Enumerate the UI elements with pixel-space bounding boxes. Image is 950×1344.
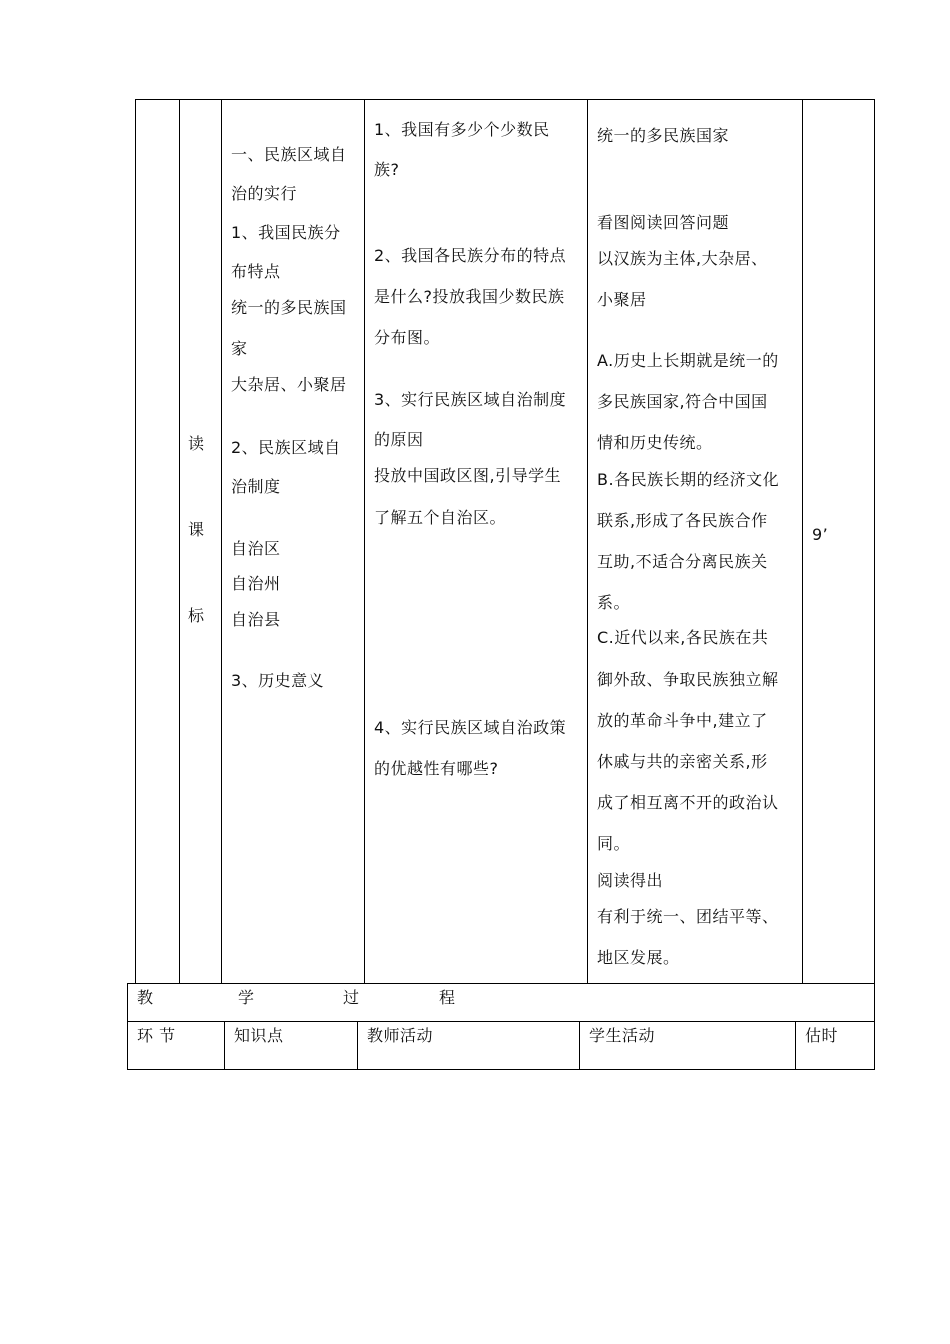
knowledge-line: 统一的多民族国: [231, 298, 347, 317]
lower-col-divider-4: [795, 1021, 796, 1070]
upper-col-divider-2: [221, 99, 222, 983]
banner-char-1: 教: [137, 988, 154, 1007]
knowledge-line: 大杂居、小聚居: [231, 375, 347, 394]
student-line: 御外敌、争取民族独立解: [597, 670, 779, 689]
upper-col-divider-1: [179, 99, 180, 983]
header-student-activity: 学生活动: [589, 1026, 656, 1045]
knowledge-line: 自治区: [231, 539, 281, 558]
lower-left-border: [127, 983, 128, 1070]
student-line: 阅读得出: [597, 871, 664, 890]
student-line: 小聚居: [597, 290, 647, 309]
time-estimate: 9’: [812, 525, 829, 544]
teacher-line: 2、我国各民族分布的特点: [374, 246, 567, 265]
header-knowledge: 知识点: [234, 1026, 284, 1045]
upper-right-border: [874, 99, 875, 983]
teacher-line: 投放中国政区图,引导学生: [374, 466, 562, 485]
lower-top-border: [127, 983, 875, 984]
teacher-line: 是什么?投放我国少数民族: [374, 287, 565, 306]
upper-col-divider-4: [587, 99, 588, 983]
header-time-estimate: 估时: [805, 1026, 839, 1045]
teacher-line: 的优越性有哪些?: [374, 759, 499, 778]
lower-banner-bottom-border: [127, 1021, 875, 1022]
student-line: 互助,不适合分离民族关: [597, 552, 768, 571]
teacher-line: 3、实行民族区域自治制度: [374, 390, 567, 409]
student-line: 休戚与共的亲密关系,形: [597, 752, 768, 771]
knowledge-line: 布特点: [231, 262, 281, 281]
knowledge-line: 3、历史意义: [231, 671, 325, 690]
header-teacher-activity: 教师活动: [367, 1026, 434, 1045]
teacher-line: 1、我国有多少个少数民: [374, 120, 550, 139]
student-line: 地区发展。: [597, 948, 680, 967]
knowledge-line: 治的实行: [231, 184, 298, 203]
student-line: 看图阅读回答问题: [597, 213, 730, 232]
student-line: A.历史上长期就是统一的: [597, 351, 779, 370]
student-line: 以汉族为主体,大杂居、: [597, 249, 768, 268]
student-line: 联系,形成了各民族合作: [597, 511, 768, 530]
teacher-line: 了解五个自治区。: [374, 508, 507, 527]
lower-right-border: [874, 983, 875, 1070]
header-stage: 环 节: [137, 1026, 176, 1045]
knowledge-line: 自治州: [231, 574, 281, 593]
lower-col-divider-3: [579, 1021, 580, 1070]
knowledge-line: 治制度: [231, 477, 281, 496]
stage-char-3: 标: [188, 606, 205, 625]
teacher-line: 族?: [374, 160, 400, 179]
knowledge-line: 一、民族区域自: [231, 145, 347, 164]
student-line: 放的革命斗争中,建立了: [597, 711, 768, 730]
student-line: 系。: [597, 593, 631, 612]
lower-col-divider-1: [224, 1021, 225, 1070]
upper-left-border: [135, 99, 136, 983]
knowledge-line: 2、民族区域自: [231, 438, 341, 457]
student-line: 统一的多民族国家: [597, 126, 730, 145]
banner-char-4: 程: [439, 988, 456, 1007]
student-line: 成了相互离不开的政治认: [597, 793, 779, 812]
stage-char-2: 课: [188, 520, 205, 539]
banner-char-2: 学: [238, 988, 255, 1007]
stage-char-1: 读: [188, 434, 205, 453]
teacher-line: 的原因: [374, 430, 424, 449]
student-line: 有利于统一、团结平等、: [597, 907, 779, 926]
knowledge-line: 自治县: [231, 610, 281, 629]
student-line: 情和历史传统。: [597, 433, 713, 452]
lower-bottom-border: [127, 1069, 875, 1070]
teacher-line: 分布图。: [374, 328, 441, 347]
knowledge-line: 1、我国民族分: [231, 223, 341, 242]
student-line: C.近代以来,各民族在共: [597, 628, 769, 647]
upper-col-divider-3: [364, 99, 365, 983]
banner-char-3: 过: [343, 988, 360, 1007]
student-line: 多民族国家,符合中国国: [597, 392, 768, 411]
lower-col-divider-2: [357, 1021, 358, 1070]
upper-top-border: [135, 99, 875, 100]
upper-col-divider-5: [802, 99, 803, 983]
teacher-line: 4、实行民族区域自治政策: [374, 718, 567, 737]
knowledge-line: 家: [231, 339, 248, 358]
student-line: B.各民族长期的经济文化: [597, 470, 780, 489]
student-line: 同。: [597, 834, 631, 853]
